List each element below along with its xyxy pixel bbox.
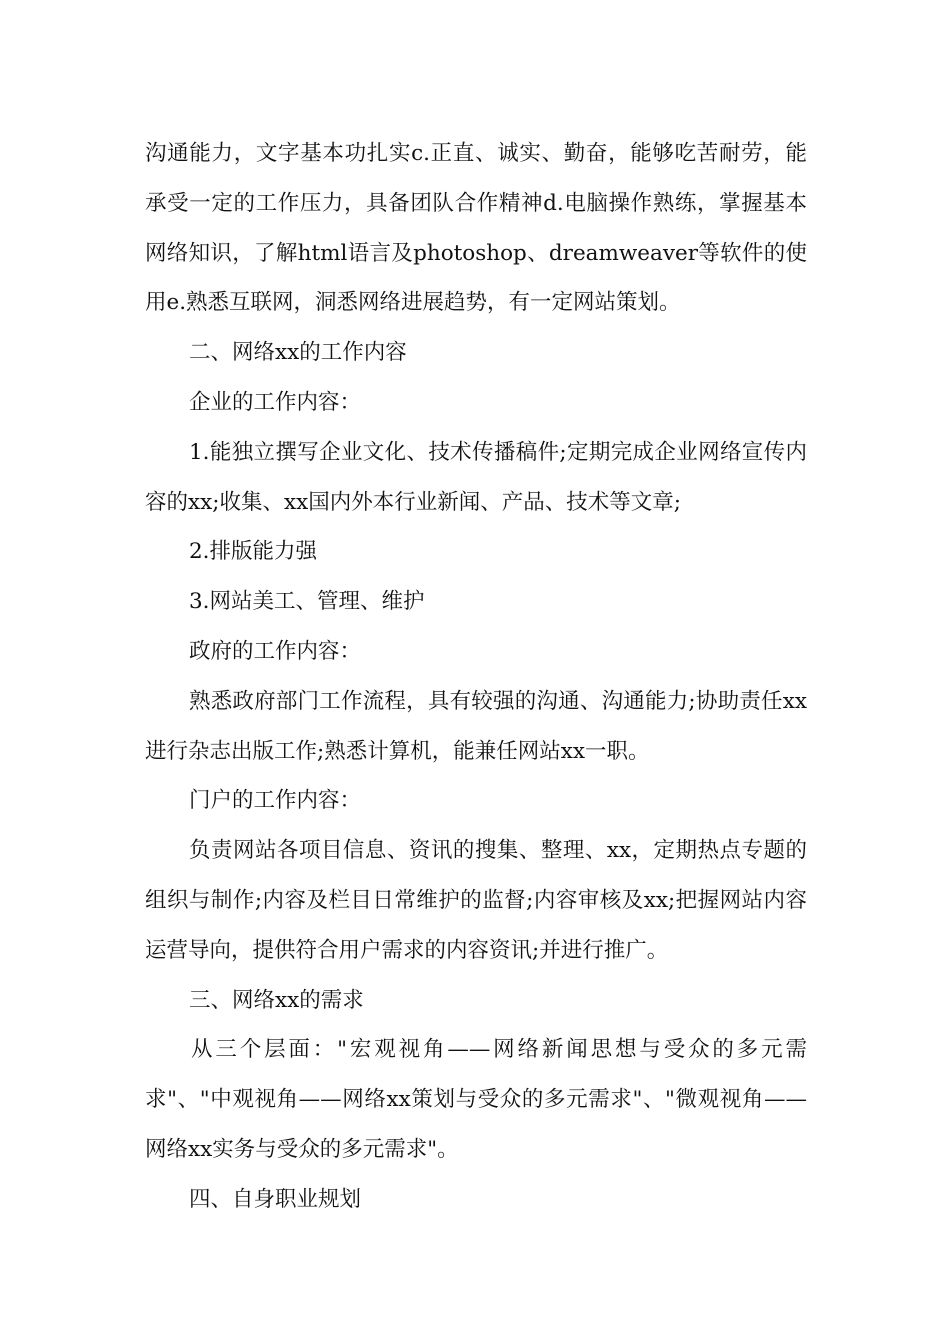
- paragraph-government: 熟悉政府部门工作流程，具有较强的沟通、沟通能力;协助责任xx进行杂志出版工作;熟悉计算机，能兼任网站xx一职。: [145, 688, 807, 764]
- heading-section-3: 三、网络xx的需求: [189, 987, 364, 1013]
- subheading-enterprise: 企业的工作内容：: [189, 389, 362, 415]
- heading-section-4: 四、自身职业规划: [189, 1186, 362, 1212]
- list-item-1: 1.能独立撰写企业文化、技术传播稿件;定期完成企业网络宣传内容的xx;收集、xx国内外本行业新闻、产品、技术等文章;: [145, 439, 807, 515]
- paragraph-skills-continued: 沟通能力，文字基本功扎实c.正直、诚实、勤奋，能够吃苦耐劳，能承受一定的工作压力，具备团队合作精神d.电脑操作熟练，掌握基本网络知识，了解html语言及photoshop、dreamweaver等软件的使用e.熟悉互联网，洞悉网络进展趋势，有一定网站策划。: [145, 141, 807, 316]
- list-item-2: 2.排版能力强: [189, 539, 318, 565]
- document-body: [145, 129, 807, 1225]
- subheading-government: 政府的工作内容：: [189, 638, 362, 664]
- subheading-portal: 门户的工作内容：: [189, 788, 362, 814]
- list-item-3: 3.网站美工、管理、维护: [189, 589, 425, 615]
- paragraph-needs: 从三个层面："宏观视角——网络新闻思想与受众的多元需求"、"中观视角——网络xx策划与受众的多元需求"、"微观视角——网络xx实务与受众的多元需求"。: [145, 1037, 807, 1162]
- heading-section-2: 二、网络xx的工作内容: [189, 340, 407, 366]
- paragraph-portal: 负责网站各项目信息、资讯的搜集、整理、xx，定期热点专题的组织与制作;内容及栏目日常维护的监督;内容审核及xx;把握网站内容运营导向，提供符合用户需求的内容资讯;并进行推广。: [145, 838, 807, 963]
